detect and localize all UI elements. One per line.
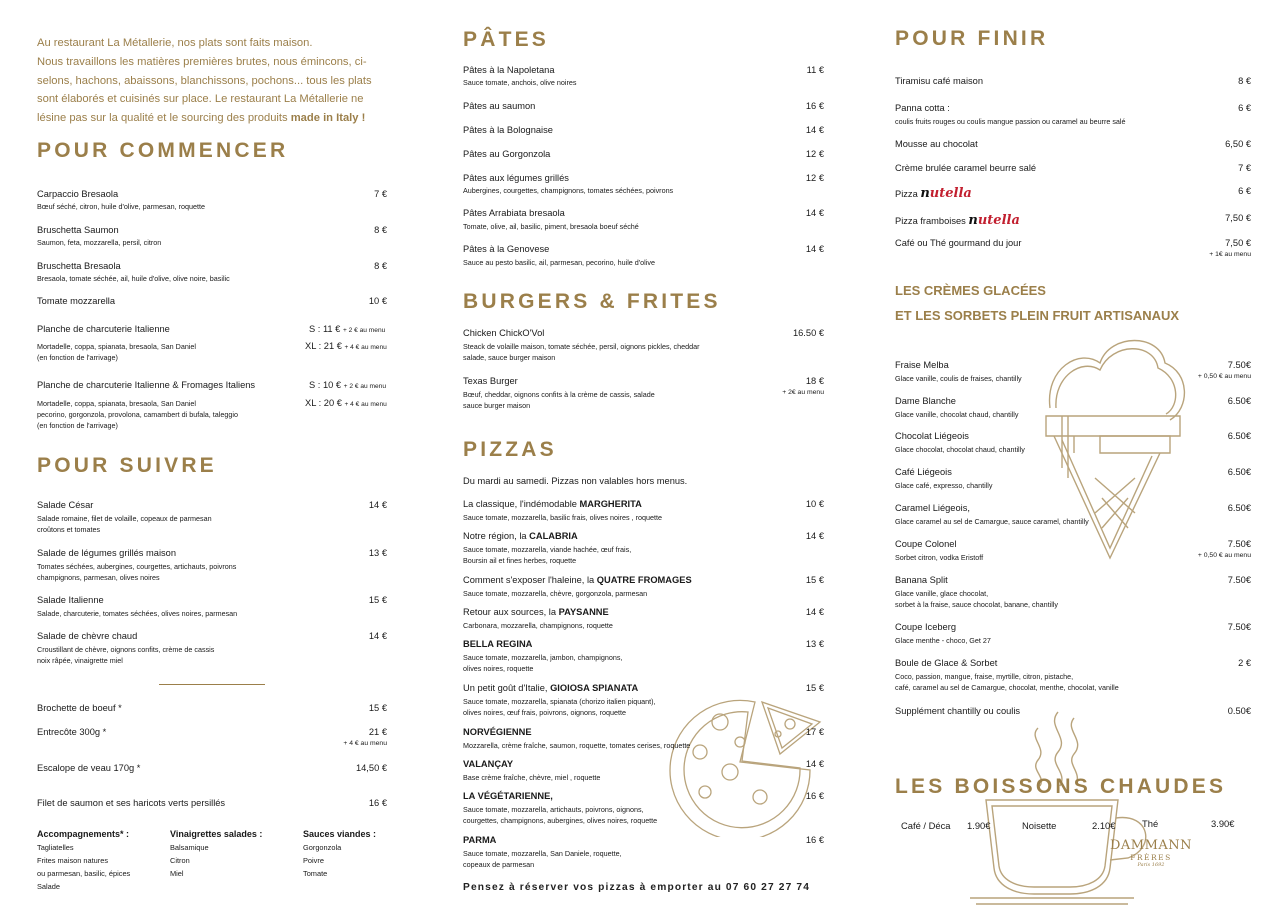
item-desc: Sauce tomate, anchois, olive noires <box>463 78 577 87</box>
item-name: Tomate mozzarella <box>37 296 116 306</box>
item-desc: Bresaola, tomate séchée, ail, huile d'olive, olive noire, basilic <box>37 274 230 283</box>
pizza-name: PARMA <box>463 835 497 845</box>
item-name: Entrecôte 300g * <box>37 727 107 737</box>
price-s-extra: + 2 € au menu <box>343 383 386 390</box>
item-price: 12 € <box>805 149 824 159</box>
pizza-intro: Comment s'exposer l'haleine, la <box>463 575 597 585</box>
nutella-logo <box>968 213 1019 228</box>
item-name: Mousse au chocolat <box>895 139 978 149</box>
item-price: 14 € <box>805 531 824 541</box>
accompagnement-item: Salade <box>37 882 61 891</box>
item-price: 16 € <box>805 101 824 111</box>
item-price: 7 € <box>1238 163 1251 173</box>
dammann-logo <box>1108 838 1194 868</box>
item-price: 18 € <box>805 376 824 386</box>
item-desc: Glace café, expresso, chantilly <box>895 481 993 490</box>
vinaigrettes-list <box>170 828 262 880</box>
nutella-logo-n: n <box>968 213 978 228</box>
item-name: Chicken ChickO'Vol <box>463 328 545 338</box>
intro-text <box>37 34 387 128</box>
pizza-name: CALABRIA <box>529 531 578 541</box>
item-name <box>463 531 578 541</box>
item-desc: café, caramel au sel de Camargue, chocolat, menthe, chocolat, vanille <box>895 683 1119 692</box>
item-name: Pâtes au saumon <box>463 101 536 111</box>
item-desc: courgettes, champignons, aubergines, olives noires, roquette <box>463 816 658 825</box>
intro-line: Nous travaillons les matières premières brutes, nous émincons, ci- <box>37 55 367 68</box>
intro-line: selons, hachons, abaissons, blanchissons, pochons... tous les plats <box>37 74 372 87</box>
item-price: 14,50 € <box>355 763 387 773</box>
item-desc: Mortadelle, coppa, spianata, bresaola, San Daniel <box>37 399 197 408</box>
item-price: 14 € <box>805 607 824 617</box>
item-price: 7.50€ <box>1227 539 1251 549</box>
item-name: Dame Blanche <box>895 396 956 406</box>
section-title-pour-suivre: POUR SUIVRE <box>37 454 217 477</box>
item-name: Salade César <box>37 500 94 510</box>
pizza-intro: La classique, l'indémodable <box>463 499 580 509</box>
ice-cream-cone-icon <box>1040 328 1190 568</box>
item-desc: Salade, charcuterie, tomates séchées, olives noires, parmesan <box>37 609 238 618</box>
item-price: 13 € <box>368 548 387 558</box>
item-name: Salade de chèvre chaud <box>37 631 138 641</box>
nutella-logo-n: n <box>920 186 930 201</box>
item-desc: Bœuf séché, citron, huile d'olive, parmesan, roquette <box>37 202 205 211</box>
pizza-name: PAYSANNE <box>558 607 609 617</box>
pizza-illustration-icon <box>660 672 830 837</box>
intro-line <box>37 109 387 128</box>
pizza-intro: Notre région, la <box>463 531 530 541</box>
item-price: 16 € <box>368 798 387 808</box>
item-name: Café ou Thé gourmand du jour <box>895 238 1022 248</box>
item-price: 14 € <box>368 631 387 641</box>
item-name: Fraise Melba <box>895 360 949 370</box>
item-name: Pâtes aux légumes grillés <box>463 173 569 183</box>
item-price: 8 € <box>1238 76 1251 86</box>
section-title-burgers: BURGERS & FRITES <box>463 290 721 313</box>
item-price: 6.50€ <box>1227 431 1251 441</box>
item-desc: Sauce au pesto basilic, ail, parmesan, pecorino, huile d'olive <box>463 258 655 267</box>
item-desc: salade, sauce burger maison <box>463 353 556 362</box>
pizza-name: LA VÉGÉTARIENNE, <box>463 791 553 801</box>
item-desc: Sauce tomate, mozzarella, spianata (chorizo italien piquant), <box>463 697 656 706</box>
item-name <box>463 639 532 649</box>
item-name: Pâtes à la Napoletana <box>463 65 555 75</box>
item-name: Escalope de veau 170g * <box>37 763 141 773</box>
item-name: Planche de charcuterie Italienne & Fromages Italiens <box>37 380 256 390</box>
item-price: 15 € <box>805 575 824 585</box>
item-name: Salade de légumes grillés maison <box>37 548 177 558</box>
item-price-xl <box>305 341 387 351</box>
item-name <box>463 835 496 845</box>
item-desc: Mozzarella, crème fraîche, saumon, roquette, tomates cerises, roquette <box>463 741 691 750</box>
item-name <box>463 607 609 617</box>
item-price: 8 € <box>374 261 387 271</box>
item-desc: coulis fruits rouges ou coulis mangue passion ou caramel au beurre salé <box>895 117 1126 126</box>
dammann-logo-freres: FRÈRES <box>1130 853 1172 862</box>
section-title-pizzas: PIZZAS <box>463 438 557 461</box>
item-desc: Glace vanille, chocolat chaud, chantilly <box>895 410 1019 419</box>
item-price: 6,50 € <box>1225 139 1251 149</box>
accompagnements-heading: Accompagnements* : <box>37 829 130 839</box>
item-price: 6 € <box>1238 186 1251 196</box>
item-price: 7.50€ <box>1227 622 1251 632</box>
item-price: 8 € <box>374 225 387 235</box>
item-desc: (en fonction de l'arrivage) <box>37 421 118 430</box>
nutella-logo-rest: utella <box>977 213 1020 228</box>
price-s: S : 10 € <box>309 380 342 390</box>
pizza-intro: Retour aux sources, la <box>463 607 559 617</box>
item-name <box>463 727 532 737</box>
item-price: 7,50 € <box>1225 213 1251 223</box>
item-name-text: Pizza framboises <box>895 216 966 226</box>
sauces-heading: Sauces viandes : <box>303 829 377 839</box>
item-desc: Sauce tomate, mozzarella, basilic frais, olives noires , roquette <box>463 513 662 522</box>
item-price-xl <box>305 398 387 408</box>
item-price: 15 € <box>368 703 387 713</box>
item-desc: (en fonction de l'arrivage) <box>37 353 118 362</box>
item-desc: Glace vanille, glace chocolat, <box>895 589 989 598</box>
price-xl: XL : 21 € <box>305 341 342 351</box>
item-price: 15 € <box>368 595 387 605</box>
item-name: Bruschetta Bresaola <box>37 261 121 271</box>
glaces-title-line2: ET LES SORBETS PLEIN FRUIT ARTISANAUX <box>895 308 1180 323</box>
item-price: 6.50€ <box>1227 467 1251 477</box>
item-name <box>895 186 972 201</box>
item-price: 13 € <box>805 639 824 649</box>
item-price: 6 € <box>1238 103 1251 113</box>
item-name: Planche de charcuterie Italienne <box>37 324 170 334</box>
item-name: Texas Burger <box>463 376 518 386</box>
item-name: Coupe Iceberg <box>895 622 956 632</box>
pizzas-note: Du mardi au samedi. Pizzas non valables hors menus. <box>463 476 688 486</box>
item-extra: + 1€ au menu <box>1209 251 1251 258</box>
intro-line: sont élaborés et cuisinés sur place. Le restaurant La Métallerie ne <box>37 93 364 106</box>
price-xl-extra: + 4 € au menu <box>344 401 387 408</box>
item-desc: Salade romaine, filet de volaille, copeaux de parmesan <box>37 514 212 523</box>
dammann-logo-year: Paris 1692 <box>1137 862 1165 868</box>
sauce-item: Tomate <box>303 869 328 878</box>
pizza-name: BELLA REGINA <box>463 639 533 649</box>
item-price: 15 € <box>805 683 824 693</box>
item-name <box>463 499 642 509</box>
accompagnement-item: Frites maison natures <box>37 856 109 865</box>
item-name: Banana Split <box>895 575 948 585</box>
item-price: 7,50 € <box>1225 238 1251 248</box>
pizza-name: VALANÇAY <box>463 759 514 769</box>
item-price: 6.50€ <box>1227 503 1251 513</box>
intro-line: Au restaurant La Métallerie, nos plats sont faits maison. <box>37 37 313 49</box>
item-desc: Sauce tomate, mozzarella, jambon, champignons, <box>463 653 623 662</box>
item-price: 10 € <box>368 296 387 306</box>
item-name: Crème brulée caramel beurre salé <box>895 163 1037 173</box>
item-price: 2 € <box>1238 658 1251 668</box>
item-name: Café Liégeois <box>895 467 952 477</box>
section-title-pour-finir: POUR FINIR <box>895 27 1049 50</box>
item-desc: Base crème fraîche, chèvre, miel , roquette <box>463 773 601 782</box>
item-name-text: Pizza <box>895 189 918 199</box>
item-desc: Sorbet citron, vodka Eristoff <box>895 553 984 562</box>
item-name: Boule de Glace & Sorbet <box>895 658 998 668</box>
item-desc: copeaux de parmesan <box>463 860 535 869</box>
item-name: Pâtes à la Genovese <box>463 244 550 254</box>
item-price: 14 € <box>805 244 824 254</box>
item-desc: Boursin ail et fines herbes, roquette <box>463 556 577 565</box>
pizza-name: NORVÉGIENNE <box>463 727 532 737</box>
coffee-cup-icon <box>950 708 1170 908</box>
item-price-s <box>309 380 386 390</box>
item-desc: sorbet à la fraise, sauce chocolat, banane, chantilly <box>895 600 1059 609</box>
item-desc: Mortadelle, coppa, spianata, bresaola, San Daniel <box>37 342 197 351</box>
price-s: S : 11 € <box>309 324 341 334</box>
item-desc: noix râpée, vinaigrette miel <box>37 656 123 665</box>
item-price: 16 € <box>805 835 824 845</box>
item-desc: pecorino, gorgonzola, provolona, camambert di bufala, taleggio <box>37 410 238 419</box>
pizza-name: MARGHERITA <box>579 499 642 509</box>
item-extra: + 0,50 € au menu <box>1197 552 1251 559</box>
vinaigrettes-heading: Vinaigrettes salades : <box>170 829 263 839</box>
accompagnement-item: ou parmesan, basilic, épices <box>37 869 131 878</box>
item-desc: Sauce tomate, mozzarella, viande hachée, œuf frais, <box>463 545 632 554</box>
item-name: Tiramisu café maison <box>895 76 984 86</box>
item-price: 7 € <box>374 189 387 199</box>
item-name: Pâtes au Gorgonzola <box>463 149 551 159</box>
pizza-name: QUATRE FROMAGES <box>596 575 692 585</box>
item-price: 14 € <box>805 759 824 769</box>
sauce-item: Poivre <box>303 856 324 865</box>
sauce-item: Gorgonzola <box>303 843 342 852</box>
item-desc: champignons, parmesan, olives noires <box>37 573 160 582</box>
item-desc: olives noires, œuf frais, poivrons, oignons, roquette <box>463 708 626 717</box>
item-price: 11 € <box>806 65 824 75</box>
section-title-boissons-chaudes: LES BOISSONS CHAUDES <box>895 775 1227 798</box>
item-price: 7.50€ <box>1227 360 1251 370</box>
item-name: Coupe Colonel <box>895 539 957 549</box>
item-price: 6.50€ <box>1227 396 1251 406</box>
price-xl-extra: + 4 € au menu <box>344 344 387 351</box>
item-extra: + 4 € au menu <box>343 740 387 747</box>
intro-line-text: lésine pas sur la qualité et le sourcing des produits <box>37 112 291 125</box>
vinaigrette-item: Miel <box>170 869 184 878</box>
item-desc: Sauce tomate, mozzarella, chèvre, gorgonzola, parmesan <box>463 589 648 598</box>
nutella-logo-rest: utella <box>929 186 972 201</box>
item-name: Carpaccio Bresaola <box>37 189 119 199</box>
item-desc: Saumon, feta, mozzarella, persil, citron <box>37 238 162 247</box>
item-desc: Glace menthe - choco, Get 27 <box>895 636 991 645</box>
item-price: 14 € <box>805 208 824 218</box>
item-price-s <box>309 324 385 334</box>
drink-noisette: Noisette <box>1022 820 1057 831</box>
price-xl: XL : 20 € <box>305 398 342 408</box>
drink-the-price: 3.90€ <box>1211 818 1235 829</box>
item-desc: Croustillant de chèvre, oignons confits, crème de cassis <box>37 645 215 654</box>
item-price: 14 € <box>368 500 387 510</box>
item-desc: sauce burger maison <box>463 401 531 410</box>
item-name: Filet de saumon et ses haricots verts persillés <box>37 798 226 808</box>
pizza-name: GIOIOSA SPIANATA <box>550 683 639 693</box>
item-name: Salade Italienne <box>37 595 104 605</box>
item-name <box>463 791 553 801</box>
item-price: 21 € <box>368 727 387 737</box>
section-title-pates: PÂTES <box>463 28 550 51</box>
item-extra: + 2€ au menu <box>782 389 824 396</box>
item-name <box>463 575 692 585</box>
item-desc: olives noires, roquette <box>463 664 534 673</box>
item-name: Bruschetta Saumon <box>37 225 119 235</box>
sauces-list <box>303 828 376 880</box>
section-title-pour-commencer: POUR COMMENCER <box>37 139 289 162</box>
drink-cafe-price: 1.90€ <box>967 820 991 831</box>
vinaigrette-item: Citron <box>170 856 190 865</box>
item-desc: Glace caramel au sel de Camargue, sauce caramel, chantilly <box>895 517 1089 526</box>
intro-made-in-italy: made in Italy ! <box>290 112 366 125</box>
item-price: 14 € <box>805 125 824 135</box>
item-name: Caramel Liégeois, <box>895 503 970 513</box>
item-name: Panna cotta : <box>895 103 950 113</box>
divider <box>159 684 265 685</box>
accompagnement-item: Tagliatelles <box>37 843 74 852</box>
item-desc: Carbonara, mozzarella, champignons, roquette <box>463 621 613 630</box>
item-extra: + 0,50 € au menu <box>1197 373 1251 380</box>
item-name <box>463 759 513 769</box>
drink-cafe: Café / Déca <box>901 820 951 831</box>
item-desc: Glace chocolat, chocolat chaud, chantilly <box>895 445 1025 454</box>
item-name: Brochette de boeuf * <box>37 703 122 713</box>
item-desc: Aubergines, courgettes, champignons, tomates séchées, poivrons <box>463 186 674 195</box>
item-name <box>463 683 638 693</box>
item-desc: Bœuf, cheddar, oignons confits à la crème de cassis, salade <box>463 390 655 399</box>
item-price: 0.50€ <box>1227 706 1251 716</box>
dammann-logo-name: DAMMANN <box>1109 838 1193 853</box>
drink-the: Thé <box>1142 818 1159 829</box>
item-price: 16 € <box>805 791 824 801</box>
item-desc: Steack de volaille maison, tomate séchée, persil, oignons pickles, cheddar <box>463 342 700 351</box>
item-price: 7.50€ <box>1227 575 1251 585</box>
item-name: Pâtes Arrabiata bresaola <box>463 208 565 218</box>
pizza-intro: Un petit goût d'Italie, <box>463 683 551 693</box>
glaces-title-line1: LES CRÈMES GLACÉES <box>895 283 1046 298</box>
item-desc: croûtons et tomates <box>37 525 101 534</box>
item-desc: Sauce tomate, mozzarella, San Daniele, roquette, <box>463 849 622 858</box>
drink-noisette-price: 2.10€ <box>1092 820 1116 831</box>
item-desc: Tomate, olive, ail, basilic, piment, bresaola boeuf séché <box>463 222 639 231</box>
item-name <box>895 213 1020 228</box>
item-desc: Glace vanille, coulis de fraises, chantilly <box>895 374 1022 383</box>
item-price: 12 € <box>805 173 824 183</box>
vinaigrette-item: Balsamique <box>170 843 209 852</box>
accompagnements-list <box>37 828 130 893</box>
item-name: Supplément chantilly ou coulis <box>895 706 1021 716</box>
item-price: 17 € <box>805 727 824 737</box>
pizza-reservation-note: Pensez à réserver vos pizzas à emporter au 07 60 27 27 74 <box>463 882 811 893</box>
item-name: Pâtes à la Bolognaise <box>463 125 553 135</box>
item-price: 16.50 € <box>792 328 824 338</box>
nutella-logo <box>920 186 971 201</box>
item-price: 10 € <box>805 499 824 509</box>
item-desc: Coco, passion, mangue, fraise, myrtille, citron, pistache, <box>895 672 1074 681</box>
item-desc: Sauce tomate, mozzarella, artichauts, poivrons, oignons, <box>463 805 644 814</box>
item-name: Chocolat Liégeois <box>895 431 969 441</box>
item-desc: Tomates séchées, aubergines, courgettes, artichauts, poivrons <box>37 562 237 571</box>
price-s-extra: + 2 € au menu <box>342 327 386 334</box>
